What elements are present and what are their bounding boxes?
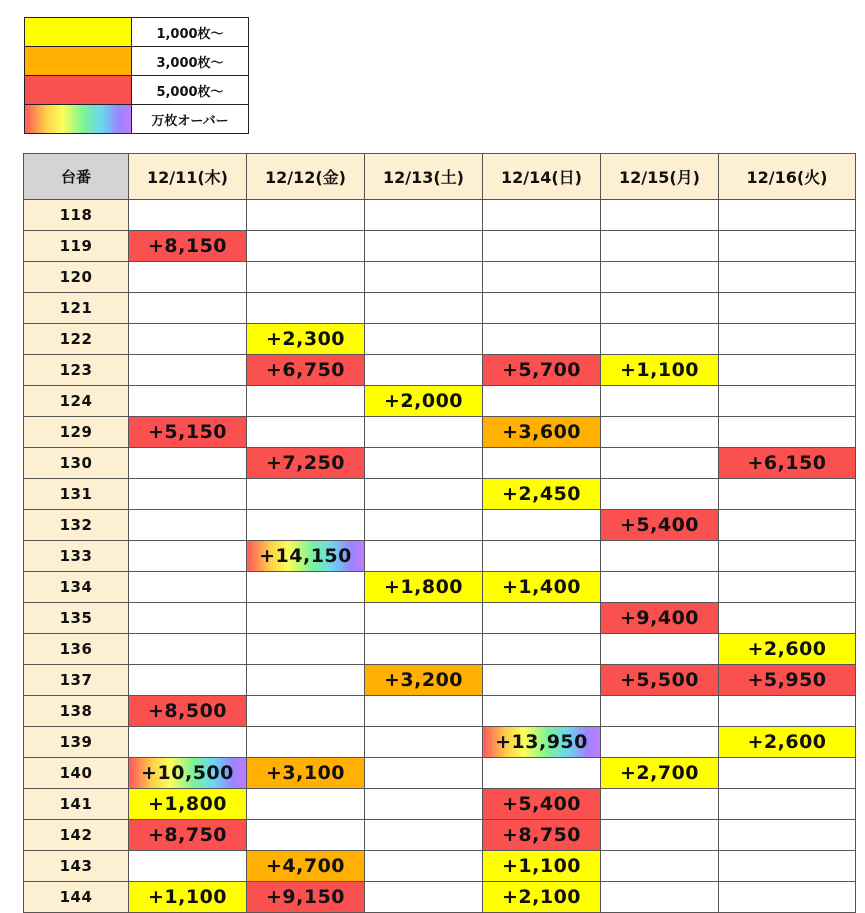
table-row — [24, 386, 856, 417]
empty-cell — [129, 324, 247, 355]
empty-cell — [483, 665, 601, 696]
result-cell: +6,750 — [247, 355, 365, 386]
empty-cell — [719, 789, 856, 820]
legend-row — [25, 76, 249, 105]
result-cell: +5,500 — [601, 665, 719, 696]
machine-number-cell: 122 — [24, 324, 129, 355]
table-row — [24, 231, 856, 262]
table-row — [24, 758, 856, 789]
machine-number-cell: 137 — [24, 665, 129, 696]
results-table-body — [24, 200, 856, 913]
empty-cell — [601, 572, 719, 603]
empty-cell — [719, 572, 856, 603]
empty-cell — [719, 200, 856, 231]
empty-cell — [365, 758, 483, 789]
empty-cell — [365, 789, 483, 820]
empty-cell — [365, 479, 483, 510]
date-header: 12/14(日) — [483, 154, 601, 200]
empty-cell — [601, 541, 719, 572]
empty-cell — [719, 386, 856, 417]
table-row — [24, 448, 856, 479]
machine-number-cell: 131 — [24, 479, 129, 510]
empty-cell — [247, 665, 365, 696]
empty-cell — [719, 758, 856, 789]
machine-number-cell: 135 — [24, 603, 129, 634]
empty-cell — [247, 293, 365, 324]
empty-cell — [483, 386, 601, 417]
table-row — [24, 789, 856, 820]
empty-cell — [247, 386, 365, 417]
empty-cell — [483, 231, 601, 262]
empty-cell — [247, 789, 365, 820]
machine-number-cell: 121 — [24, 293, 129, 324]
result-cell: +2,300 — [247, 324, 365, 355]
result-cell: +13,950 — [483, 727, 601, 758]
empty-cell — [719, 851, 856, 882]
table-row — [24, 820, 856, 851]
legend-label: 3,000枚〜 — [132, 47, 249, 76]
result-cell: +6,150 — [719, 448, 856, 479]
machine-number-cell: 118 — [24, 200, 129, 231]
legend-row — [25, 18, 249, 47]
empty-cell — [365, 417, 483, 448]
result-cell: +3,600 — [483, 417, 601, 448]
empty-cell — [247, 603, 365, 634]
table-row — [24, 851, 856, 882]
empty-cell — [129, 510, 247, 541]
empty-cell — [483, 758, 601, 789]
empty-cell — [601, 479, 719, 510]
results-table — [23, 153, 856, 913]
result-cell: +2,450 — [483, 479, 601, 510]
result-cell: +9,150 — [247, 882, 365, 913]
empty-cell — [129, 200, 247, 231]
empty-cell — [365, 448, 483, 479]
date-header: 12/11(木) — [129, 154, 247, 200]
result-cell: +1,100 — [129, 882, 247, 913]
empty-cell — [365, 541, 483, 572]
result-cell: +1,100 — [601, 355, 719, 386]
legend-swatch — [25, 18, 132, 47]
table-row — [24, 355, 856, 386]
empty-cell — [365, 262, 483, 293]
empty-cell — [247, 262, 365, 293]
empty-cell — [719, 510, 856, 541]
empty-cell — [483, 603, 601, 634]
empty-cell — [247, 417, 365, 448]
machine-number-cell: 120 — [24, 262, 129, 293]
legend-row — [25, 47, 249, 76]
empty-cell — [483, 262, 601, 293]
machine-number-header: 台番 — [24, 154, 129, 200]
result-cell: +1,800 — [365, 572, 483, 603]
machine-number-cell: 132 — [24, 510, 129, 541]
empty-cell — [483, 448, 601, 479]
legend-label: 万枚オーバー — [132, 105, 249, 134]
empty-cell — [719, 820, 856, 851]
table-row — [24, 293, 856, 324]
result-cell: +5,400 — [483, 789, 601, 820]
table-row — [24, 572, 856, 603]
machine-number-cell: 123 — [24, 355, 129, 386]
empty-cell — [365, 231, 483, 262]
results-table-header — [24, 154, 856, 200]
empty-cell — [365, 603, 483, 634]
table-row — [24, 634, 856, 665]
empty-cell — [247, 696, 365, 727]
legend-swatch — [25, 76, 132, 105]
result-cell: +2,100 — [483, 882, 601, 913]
table-row — [24, 696, 856, 727]
result-cell: +5,700 — [483, 355, 601, 386]
header-row — [24, 154, 856, 200]
empty-cell — [601, 231, 719, 262]
empty-cell — [601, 696, 719, 727]
result-cell: +2,000 — [365, 386, 483, 417]
empty-cell — [483, 324, 601, 355]
empty-cell — [719, 293, 856, 324]
empty-cell — [129, 262, 247, 293]
empty-cell — [247, 634, 365, 665]
empty-cell — [483, 634, 601, 665]
result-cell: +10,500 — [129, 758, 247, 789]
machine-number-cell: 144 — [24, 882, 129, 913]
empty-cell — [129, 541, 247, 572]
empty-cell — [365, 820, 483, 851]
machine-number-cell: 133 — [24, 541, 129, 572]
empty-cell — [483, 200, 601, 231]
machine-number-cell: 138 — [24, 696, 129, 727]
machine-number-cell: 124 — [24, 386, 129, 417]
empty-cell — [365, 696, 483, 727]
empty-cell — [601, 882, 719, 913]
machine-number-cell: 134 — [24, 572, 129, 603]
empty-cell — [129, 293, 247, 324]
empty-cell — [601, 448, 719, 479]
result-cell: +3,100 — [247, 758, 365, 789]
empty-cell — [601, 200, 719, 231]
empty-cell — [365, 851, 483, 882]
result-cell: +5,400 — [601, 510, 719, 541]
date-header: 12/13(土) — [365, 154, 483, 200]
empty-cell — [247, 231, 365, 262]
legend-label: 5,000枚〜 — [132, 76, 249, 105]
empty-cell — [129, 572, 247, 603]
empty-cell — [129, 634, 247, 665]
legend-label: 1,000枚〜 — [132, 18, 249, 47]
empty-cell — [129, 355, 247, 386]
empty-cell — [601, 324, 719, 355]
empty-cell — [601, 789, 719, 820]
table-row — [24, 541, 856, 572]
empty-cell — [365, 200, 483, 231]
empty-cell — [601, 851, 719, 882]
empty-cell — [483, 293, 601, 324]
result-cell: +2,700 — [601, 758, 719, 789]
table-row — [24, 510, 856, 541]
result-cell: +7,250 — [247, 448, 365, 479]
empty-cell — [129, 727, 247, 758]
empty-cell — [719, 541, 856, 572]
empty-cell — [247, 510, 365, 541]
table-row — [24, 665, 856, 696]
result-cell: +8,150 — [129, 231, 247, 262]
result-cell: +8,750 — [483, 820, 601, 851]
empty-cell — [719, 355, 856, 386]
result-cell: +3,200 — [365, 665, 483, 696]
empty-cell — [601, 417, 719, 448]
empty-cell — [719, 696, 856, 727]
date-header: 12/16(火) — [719, 154, 856, 200]
table-row — [24, 324, 856, 355]
empty-cell — [365, 634, 483, 665]
empty-cell — [719, 603, 856, 634]
empty-cell — [719, 231, 856, 262]
empty-cell — [483, 696, 601, 727]
result-cell: +1,400 — [483, 572, 601, 603]
legend-swatch — [25, 47, 132, 76]
empty-cell — [247, 479, 365, 510]
machine-number-cell: 136 — [24, 634, 129, 665]
empty-cell — [365, 293, 483, 324]
empty-cell — [601, 634, 719, 665]
result-cell: +8,750 — [129, 820, 247, 851]
result-cell: +5,950 — [719, 665, 856, 696]
empty-cell — [365, 510, 483, 541]
table-row — [24, 417, 856, 448]
legend-row — [25, 105, 249, 134]
empty-cell — [483, 510, 601, 541]
empty-cell — [601, 262, 719, 293]
empty-cell — [365, 355, 483, 386]
machine-number-cell: 139 — [24, 727, 129, 758]
machine-number-cell: 119 — [24, 231, 129, 262]
machine-number-cell: 142 — [24, 820, 129, 851]
empty-cell — [601, 293, 719, 324]
empty-cell — [247, 572, 365, 603]
empty-cell — [719, 882, 856, 913]
result-cell: +2,600 — [719, 727, 856, 758]
machine-number-cell: 130 — [24, 448, 129, 479]
empty-cell — [129, 448, 247, 479]
empty-cell — [719, 324, 856, 355]
empty-cell — [719, 262, 856, 293]
empty-cell — [247, 820, 365, 851]
empty-cell — [601, 727, 719, 758]
result-cell: +1,800 — [129, 789, 247, 820]
empty-cell — [247, 727, 365, 758]
table-row — [24, 479, 856, 510]
legend-swatch — [25, 105, 132, 134]
empty-cell — [129, 603, 247, 634]
date-header: 12/12(金) — [247, 154, 365, 200]
table-row — [24, 603, 856, 634]
empty-cell — [719, 479, 856, 510]
empty-cell — [601, 820, 719, 851]
legend-table — [24, 17, 249, 134]
result-cell: +5,150 — [129, 417, 247, 448]
empty-cell — [129, 386, 247, 417]
empty-cell — [129, 665, 247, 696]
table-row — [24, 727, 856, 758]
table-row — [24, 262, 856, 293]
table-row — [24, 200, 856, 231]
date-header: 12/15(月) — [601, 154, 719, 200]
result-cell: +8,500 — [129, 696, 247, 727]
empty-cell — [365, 882, 483, 913]
empty-cell — [719, 417, 856, 448]
result-cell: +9,400 — [601, 603, 719, 634]
empty-cell — [247, 200, 365, 231]
result-cell: +14,150 — [247, 541, 365, 572]
empty-cell — [365, 727, 483, 758]
machine-number-cell: 129 — [24, 417, 129, 448]
table-row — [24, 882, 856, 913]
result-cell: +2,600 — [719, 634, 856, 665]
machine-number-cell: 140 — [24, 758, 129, 789]
empty-cell — [129, 479, 247, 510]
empty-cell — [129, 851, 247, 882]
result-cell: +4,700 — [247, 851, 365, 882]
machine-number-cell: 141 — [24, 789, 129, 820]
empty-cell — [601, 386, 719, 417]
empty-cell — [365, 324, 483, 355]
legend-body — [25, 18, 249, 134]
empty-cell — [483, 541, 601, 572]
machine-number-cell: 143 — [24, 851, 129, 882]
result-cell: +1,100 — [483, 851, 601, 882]
